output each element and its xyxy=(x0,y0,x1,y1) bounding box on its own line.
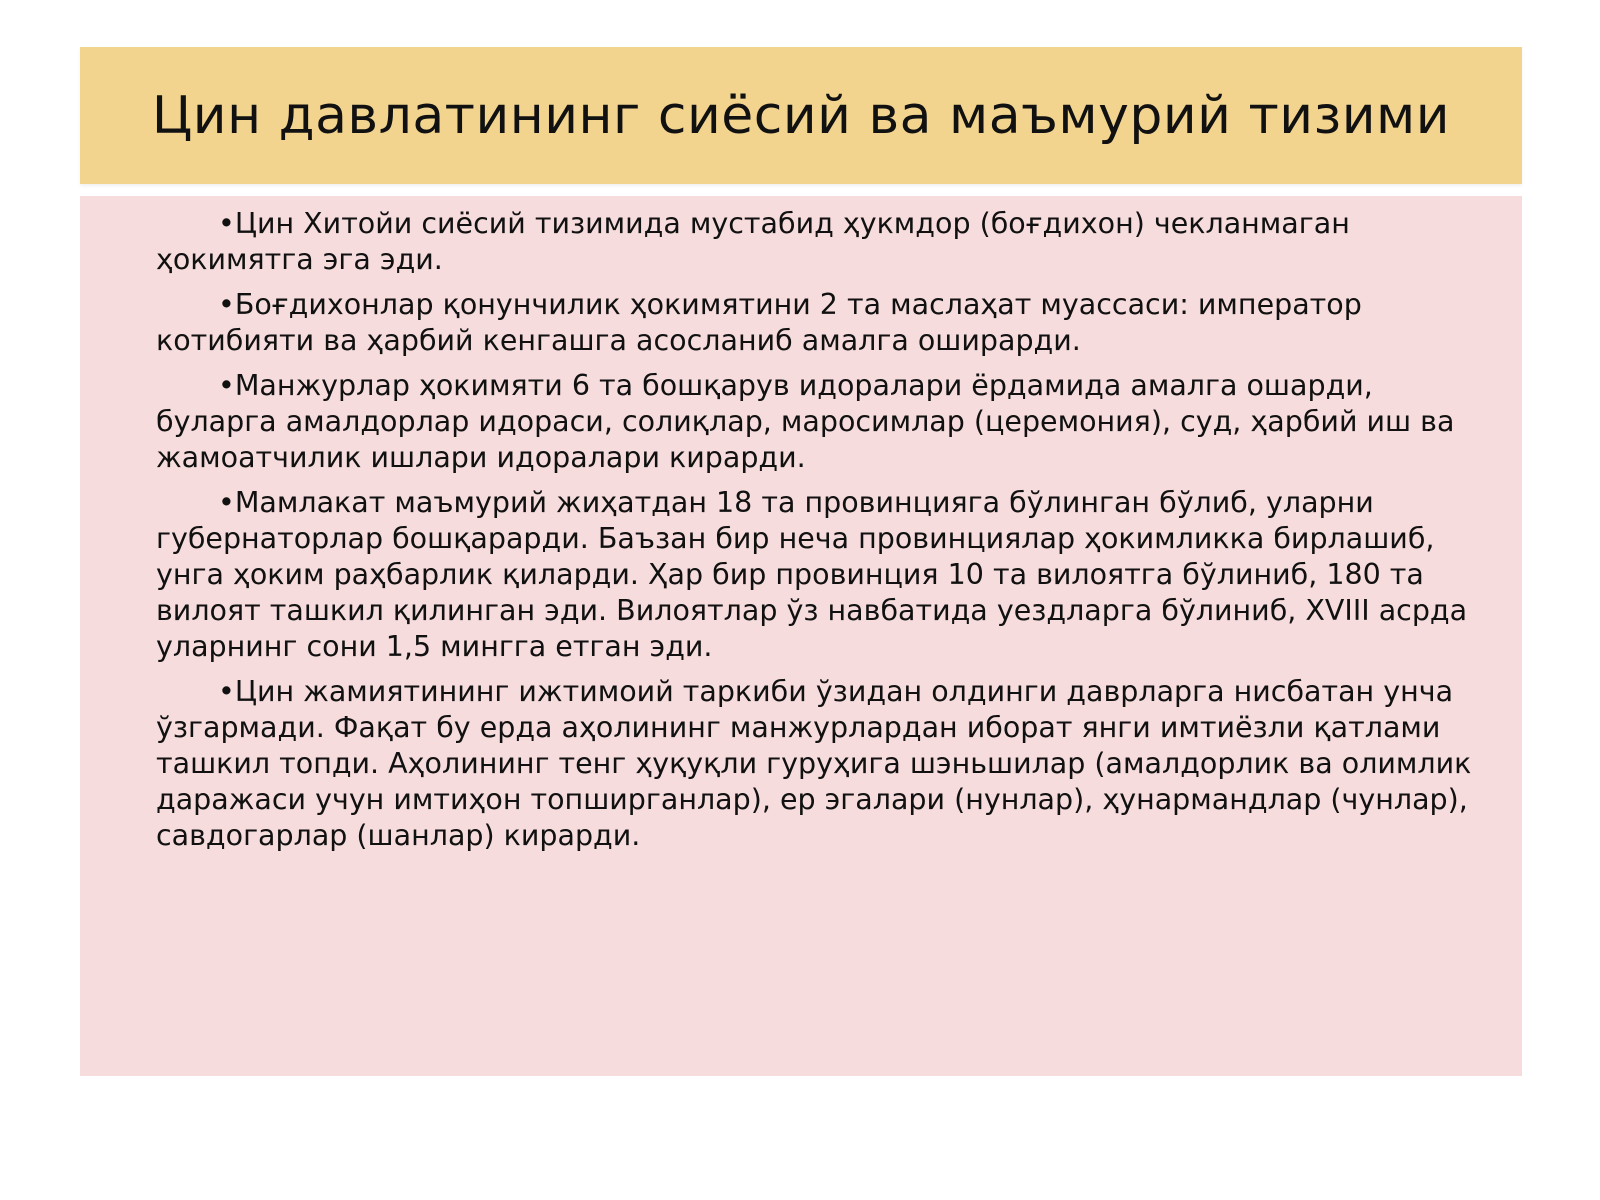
bullet-item-4 xyxy=(156,485,1496,665)
bullet-dot-icon: • xyxy=(218,369,235,402)
bullet-item-5 xyxy=(156,674,1496,854)
title-band xyxy=(80,47,1522,184)
bullet-item-3 xyxy=(156,368,1496,476)
bullet-text: Боғдихонлар қонунчилик ҳокимятини 2 та маслаҳат муассаси: император котибияти ва ҳарбий кенгашга асосланиб амалга оширарди. xyxy=(156,288,1362,357)
bullet-item-2 xyxy=(156,287,1496,359)
bullet-item-1 xyxy=(156,206,1496,278)
bullet-text: Мамлакат маъмурий жиҳатдан 18 та провинцияга бўлинган бўлиб, уларни губернаторлар бошқарарди. Баъзан бир неча провинциялар ҳокимликка бирлашиб, унга ҳоким раҳбарлик қиларди. Ҳар бир провинция 10 та вилоятга бўлиниб, 180 та вилоят ташкил қилинган эди. Вилоятлар ўз навбатида уездларга бўлиниб, XVIII асрда уларнинг сони 1,5 мингга етган эди. xyxy=(156,486,1468,663)
bullet-text: Цин жамиятининг ижтимоий таркиби ўзидан олдинги даврларга нисбатан унча ўзгармади. Фақат бу ерда аҳолининг манжурлардан иборат янги имтиёзли қатлами ташкил топди. Аҳолининг тенг ҳуқуқли гуруҳига шэньшилар (амалдорлик ва олимлик даражаси учун имтиҳон топширганлар), ер эгалари (нунлар), ҳунармандлар (чунлар), савдогарлар (шанлар) кирарди. xyxy=(156,675,1472,852)
bullet-list xyxy=(156,206,1496,863)
bullet-text: Цин Хитойи сиёсий тизимида мустабид ҳукмдор (боғдихон) чекланмаган ҳокимятга эга эди. xyxy=(156,207,1350,276)
bullet-dot-icon: • xyxy=(218,288,235,321)
bullet-dot-icon: • xyxy=(218,486,235,519)
bullet-dot-icon: • xyxy=(218,207,235,240)
bullet-dot-icon: • xyxy=(218,675,235,708)
bullet-text: Манжурлар ҳокимяти 6 та бошқарув идоралари ёрдамида амалга ошарди, буларга амалдорлар идораси, солиқлар, маросимлар (церемония), суд, ҳарбий иш ва жамоатчилик ишлари идоралари кирарди. xyxy=(156,369,1455,474)
slide-title: Цин давлатининг сиёсий ва маъмурий тизими xyxy=(151,85,1451,146)
content-panel xyxy=(80,196,1522,1076)
